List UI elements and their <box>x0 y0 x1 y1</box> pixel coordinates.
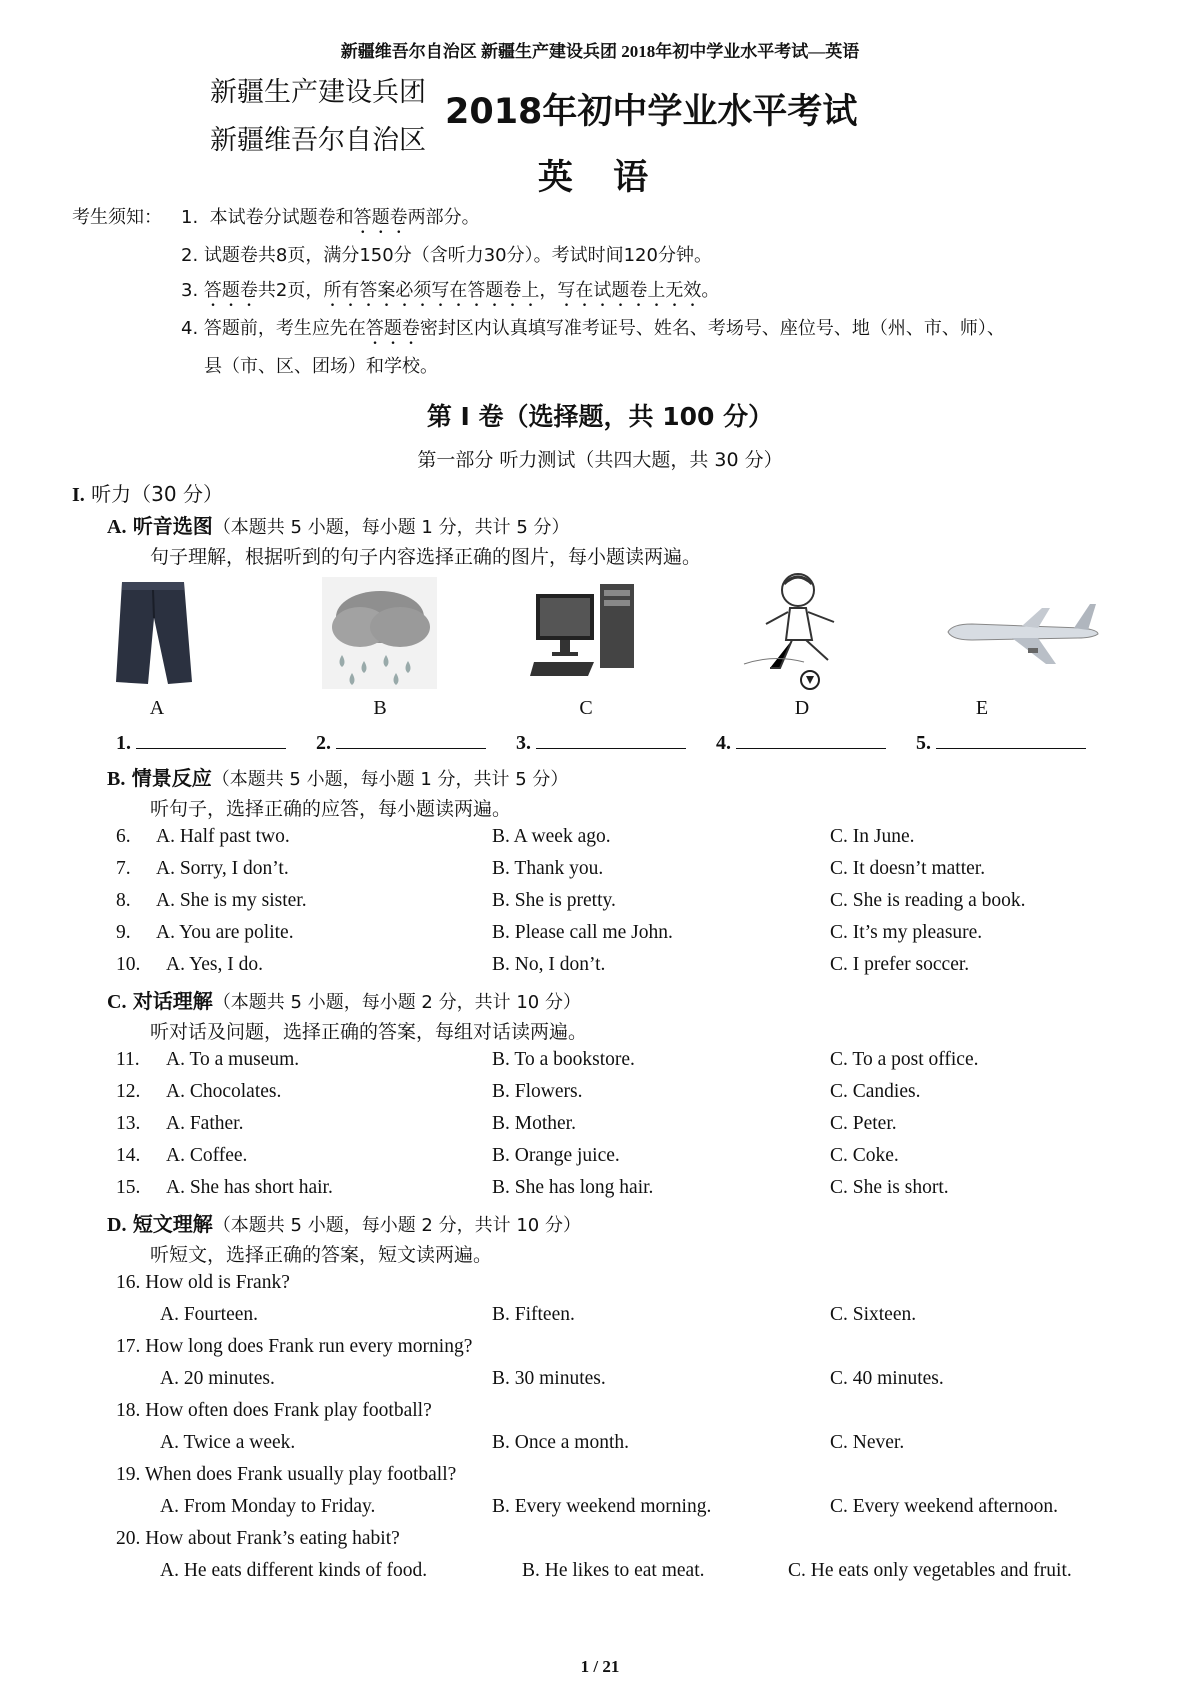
notice-item-3-emphasis-3: 写在试题卷上无效 <box>557 280 702 301</box>
section-I-title: 听力（30 分） <box>91 482 223 506</box>
question-14-number: 14. <box>116 1145 141 1166</box>
question-15-option-c: C. She is short. <box>830 1177 949 1198</box>
answer-blank-1 <box>116 730 286 755</box>
notice-item-1-text-c: 两部分。 <box>407 207 480 228</box>
question-15-option-b: B. She has long hair. <box>492 1177 654 1198</box>
question-11-option-a: A. To a museum. <box>166 1049 300 1070</box>
question-17-option-b: B. 30 minutes. <box>492 1368 606 1389</box>
question-20-option-c: C. He eats only vegetables and fruit. <box>788 1560 1072 1581</box>
question-8-option-b: B. She is pretty. <box>492 890 616 911</box>
notice-item-3-emphasis-1: 答题卷 <box>203 280 258 301</box>
part-title: 第一部分 听力测试（共四大题，共 30 分） <box>417 449 783 471</box>
section-C-title: 对话理解 <box>132 989 213 1013</box>
question-18-option-a: A. Twice a week. <box>160 1432 296 1453</box>
question-20-option-b: B. He likes to eat meat. <box>522 1560 705 1581</box>
question-13-option-c: C. Peter. <box>830 1113 897 1134</box>
question-16-stem: 16. How old is Frank? <box>116 1272 290 1293</box>
notice-item-1-text-a: 本试卷分试题卷和 <box>209 207 354 228</box>
notice-item-4-emphasis: 答题卷 <box>365 318 420 339</box>
notice-item-1-emphasis: 答题卷 <box>353 207 408 228</box>
question-19-stem: 19. When does Frank usually play football? <box>116 1464 457 1485</box>
answer-blank-2-num: 2. <box>316 732 331 754</box>
answer-blank-3 <box>516 730 686 755</box>
volume-title: 第 I 卷（选择题，共 100 分） <box>426 402 774 431</box>
question-10-option-c: C. I prefer soccer. <box>830 954 970 975</box>
question-6-option-b: B. A week ago. <box>492 826 611 847</box>
answer-blank-5 <box>916 730 1086 755</box>
section-D-title: 短文理解 <box>132 1212 213 1236</box>
picture-label-b: B <box>373 697 387 719</box>
answer-blank-2 <box>316 730 486 755</box>
question-9-number: 9. <box>116 922 131 943</box>
question-8-option-c: C. She is reading a book. <box>830 890 1026 911</box>
section-I-heading <box>72 478 223 507</box>
section-B-label: B. <box>107 768 126 790</box>
question-16-option-b: B. Fifteen. <box>492 1304 575 1325</box>
picture-label-d: D <box>794 697 810 719</box>
question-6-number: 6. <box>116 826 131 847</box>
exam-title: 2018年初中学业水平考试 <box>445 92 858 132</box>
question-12-number: 12. <box>116 1081 141 1102</box>
question-16-option-c: C. Sixteen. <box>830 1304 917 1325</box>
question-12-option-a: A. Chocolates. <box>166 1081 282 1102</box>
boy-football-icon <box>740 568 860 692</box>
question-17-option-c: C. 40 minutes. <box>830 1368 944 1389</box>
answer-line <box>536 730 686 749</box>
answer-blank-5-num: 5. <box>916 732 931 754</box>
section-A-label: A. <box>107 516 127 538</box>
question-6-option-a: A. Half past two. <box>156 826 290 847</box>
question-19-option-a: A. From Monday to Friday. <box>160 1496 376 1517</box>
picture-label-e: E <box>975 697 989 719</box>
trousers-icon <box>104 578 204 690</box>
question-18-option-b: B. Once a month. <box>492 1432 630 1453</box>
rain-cloud-icon <box>322 577 437 689</box>
question-9-option-a: A. You are polite. <box>156 922 294 943</box>
question-18-stem: 18. How often does Frank play football? <box>116 1400 432 1421</box>
notice-item-2: 2. 试题卷共8页，满分150分（含听力30分）。考试时间120分钟。 <box>181 245 712 266</box>
notice-item-1-number: 1. <box>181 207 199 228</box>
airplane-icon <box>942 598 1102 668</box>
question-10-option-a: A. Yes, I do. <box>166 954 263 975</box>
notice-item-3-text-2: ， <box>539 280 558 301</box>
section-I-label: I. <box>72 484 85 506</box>
question-16-option-a: A. Fourteen. <box>160 1304 259 1325</box>
question-7-option-a: A. Sorry, I don’t. <box>156 858 289 879</box>
notice-item-3-text-3: 。 <box>701 280 720 301</box>
answer-line <box>136 730 286 749</box>
picture-label-a: A <box>149 697 165 719</box>
notice-item-3 <box>181 276 719 311</box>
issuing-authority-2: 新疆维吾尔自治区 <box>210 125 426 156</box>
question-17-option-a: A. 20 minutes. <box>160 1368 275 1389</box>
question-8-number: 8. <box>116 890 131 911</box>
question-15-number: 15. <box>116 1177 141 1198</box>
notice-item-3-text-1: 共2页， <box>257 280 324 301</box>
notice-item-3-number: 3. <box>181 280 204 301</box>
section-A-title: 听音选图 <box>132 514 213 538</box>
question-17-stem: 17. How long does Frank run every morning? <box>116 1336 473 1357</box>
question-19-option-c: C. Every weekend afternoon. <box>830 1496 1058 1517</box>
question-11-option-c: C. To a post office. <box>830 1049 979 1070</box>
question-20-stem: 20. How about Frank’s eating habit? <box>116 1528 400 1549</box>
section-B-instruction: 听句子，选择正确的应答，每小题读两遍。 <box>150 798 512 820</box>
question-14-option-a: A. Coffee. <box>166 1145 248 1166</box>
notice-item-4-cont: 县（市、区、团场）和学校。 <box>204 356 438 377</box>
question-6-option-c: C. In June. <box>830 826 915 847</box>
answer-blank-4-num: 4. <box>716 732 731 754</box>
section-B-info: （本题共 5 小题，每小题 1 分，共计 5 分） <box>211 769 569 790</box>
notice-item-3-emphasis-2: 所有答案必须写在答题卷上 <box>323 280 540 301</box>
section-A-instruction: 句子理解，根据听到的句子内容选择正确的图片，每小题读两遍。 <box>150 546 702 568</box>
section-D-info: （本题共 5 小题，每小题 2 分，共计 10 分） <box>212 1215 581 1236</box>
question-7-option-c: C. It doesn’t matter. <box>830 858 986 879</box>
issuing-authority-1: 新疆生产建设兵团 <box>210 77 426 108</box>
question-11-number: 11. <box>116 1049 140 1070</box>
page-number: 1 / 21 <box>580 1657 620 1676</box>
question-14-option-c: C. Coke. <box>830 1145 899 1166</box>
question-9-option-b: B. Please call me John. <box>492 922 673 943</box>
notice-item-4 <box>181 314 1005 349</box>
question-12-option-c: C. Candies. <box>830 1081 921 1102</box>
section-C-label: C. <box>107 991 127 1013</box>
question-7-number: 7. <box>116 858 131 879</box>
running-header: 新疆维吾尔自治区 新疆生产建设兵团 2018年初中学业水平考试—英语 <box>340 42 860 61</box>
question-10-number: 10. <box>116 954 141 975</box>
notice-item-4-text-c: 密封区内认真填写准考证号、姓名、考场号、座位号、地（州、市、师）、 <box>419 318 1005 339</box>
notice-item-1 <box>181 203 480 238</box>
answer-line <box>336 730 486 749</box>
answer-line <box>936 730 1086 749</box>
section-C-instruction: 听对话及问题，选择正确的答案，每组对话读两遍。 <box>150 1021 588 1043</box>
question-15-option-a: A. She has short hair. <box>166 1177 333 1198</box>
question-10-option-b: B. No, I don’t. <box>492 954 606 975</box>
notice-label: 考生须知： <box>72 207 162 228</box>
question-19-option-b: B. Every weekend morning. <box>492 1496 712 1517</box>
answer-blank-1-num: 1. <box>116 732 131 754</box>
question-11-option-b: B. To a bookstore. <box>492 1049 635 1070</box>
section-B-heading <box>107 762 568 791</box>
section-C-heading <box>107 985 581 1014</box>
answer-blank-4 <box>716 730 886 755</box>
section-D-label: D. <box>107 1214 127 1236</box>
subject-title: 英 语 <box>537 158 663 198</box>
question-7-option-b: B. Thank you. <box>492 858 604 879</box>
question-13-number: 13. <box>116 1113 141 1134</box>
question-12-option-b: B. Flowers. <box>492 1081 583 1102</box>
section-D-heading <box>107 1208 581 1237</box>
answer-line <box>736 730 886 749</box>
question-14-option-b: B. Orange juice. <box>492 1145 620 1166</box>
picture-label-c: C <box>579 697 593 719</box>
question-13-option-a: A. Father. <box>166 1113 244 1134</box>
question-8-option-a: A. She is my sister. <box>156 890 307 911</box>
section-A-heading <box>107 510 570 539</box>
question-13-option-b: B. Mother. <box>492 1113 576 1134</box>
section-C-info: （本题共 5 小题，每小题 2 分，共计 10 分） <box>212 992 581 1013</box>
section-D-instruction: 听短文，选择正确的答案，短文读两遍。 <box>150 1244 493 1266</box>
notice-item-4-text-a: 4. 答题前，考生应先在 <box>181 318 366 339</box>
question-20-option-a: A. He eats different kinds of food. <box>160 1560 428 1581</box>
section-B-title: 情景反应 <box>131 766 212 790</box>
section-A-info: （本题共 5 小题，每小题 1 分，共计 5 分） <box>212 517 570 538</box>
answer-blank-3-num: 3. <box>516 732 531 754</box>
question-18-option-c: C. Never. <box>830 1432 905 1453</box>
computer-icon <box>530 580 640 685</box>
question-9-option-c: C. It’s my pleasure. <box>830 922 983 943</box>
